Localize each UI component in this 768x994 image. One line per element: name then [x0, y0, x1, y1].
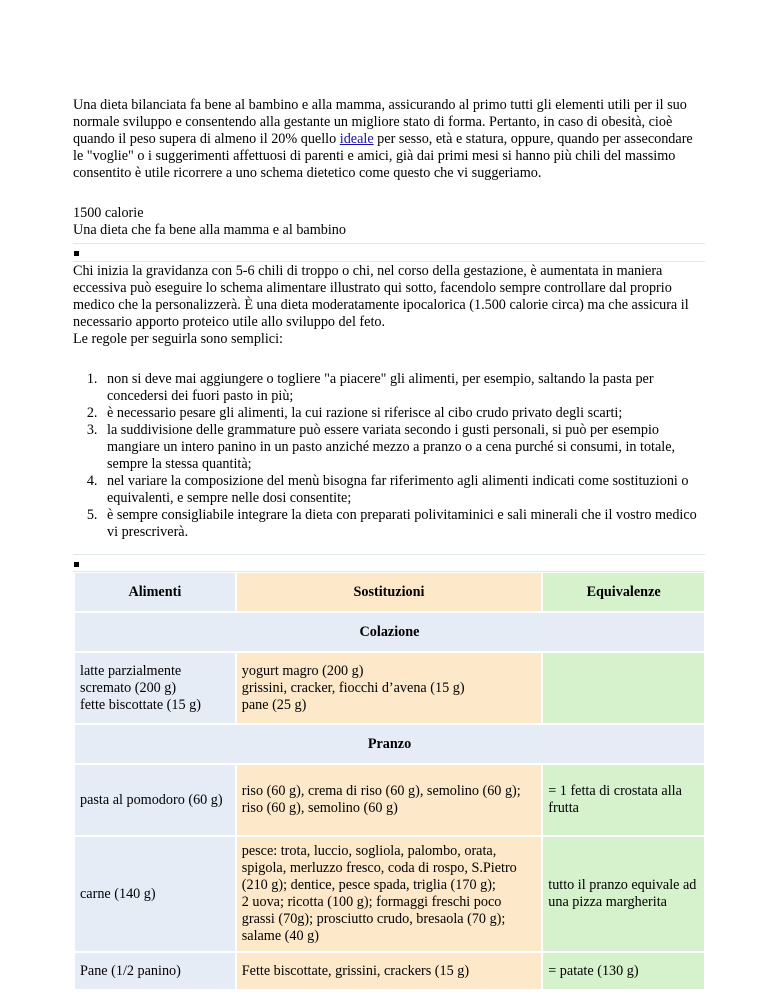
cell-line: yogurt magro (200 g)	[241, 662, 364, 679]
diet-subtitle: Una dieta che fa bene alla mamma e al bambino	[73, 222, 346, 238]
cell-alimenti: Pane (1/2 panino)	[75, 953, 235, 989]
table-header-row	[75, 573, 704, 611]
calories-label: 1500 calorie	[73, 205, 144, 221]
section-row-colazione	[75, 613, 704, 651]
cell-sostituzioni	[237, 653, 542, 723]
bullet-marker	[74, 251, 79, 256]
separator-line	[73, 554, 705, 555]
cell-line: pesce: trota, luccio, sogliola, palombo, orata, spigola, merluzzo fresco, coda di rospo, S.Pietro (210 g); dentice, pesce spada, triglia (170 g);	[241, 843, 517, 893]
separator-line	[73, 243, 705, 244]
table-row	[75, 765, 704, 835]
rules-intro: Le regole per seguirla sono semplici:	[73, 331, 283, 347]
table-row	[75, 953, 704, 989]
separator-line	[73, 261, 705, 262]
header-sostituzioni: Sostituzioni	[237, 573, 542, 611]
cell-line: grissini, cracker, fiocchi d’avena (15 g)	[241, 679, 465, 696]
rule-item: 1. non si deve mai aggiungere o togliere "a piacere" gli alimenti, per esempio, saltando la pasta per concedersi dei fuori pasto in più;	[101, 371, 703, 405]
section-row-pranzo	[75, 725, 704, 763]
table-row	[75, 653, 704, 723]
cell-equivalenze: tutto il pranzo equivale ad una pizza margherita	[543, 837, 704, 951]
rule-item: 3. la suddivisione delle grammature può essere variata secondo i gusti personali, si può per esempio mangiare un intero panino in un pasto anziché mezzo a pranzo o a cena purché si consumi, in totale, sempre la stessa quantità;	[101, 422, 703, 473]
section-title-pranzo: Pranzo	[75, 725, 704, 763]
cell-line: pane (25 g)	[241, 696, 307, 713]
header-alimenti: Alimenti	[75, 573, 235, 611]
cell-line: fette biscottate (15 g)	[80, 696, 201, 713]
rule-item: 4. nel variare la composizione del menù bisogna far riferimento agli alimenti indicati come sostituzioni o equivalenti, e sempre nelle dosi consentite;	[101, 473, 703, 507]
bullet-marker	[74, 562, 79, 567]
cell-equivalenze: = 1 fetta di crostata alla frutta	[543, 765, 704, 835]
ideale-link[interactable]: ideale	[339, 131, 374, 147]
description-paragraph	[73, 263, 713, 348]
cell-line: riso (60 g), semolino (60 g)	[241, 800, 398, 816]
cell-sostituzioni	[237, 765, 542, 835]
cell-equivalenze: = patate (130 g)	[543, 953, 704, 989]
header-equivalenze: Equivalenze	[543, 573, 704, 611]
rule-item: 5. è sempre consigliabile integrare la dieta con preparati polivitaminici e sali minerali che il vostro medico vi prescriverà.	[101, 507, 703, 541]
cell-line: 2 uova; ricotta (100 g); formaggi freschi poco grassi (70g); prosciutto crudo, bresaola (70 g); salame (40 g)	[241, 894, 506, 944]
table-row	[75, 837, 704, 951]
cell-equivalenze	[543, 653, 704, 723]
intro-text-before: Una dieta bilanciata fa bene al bambino e alla mamma, assicurando al primo tutti gli elementi utili per il suo normale sviluppo e consentendo alla gestante un migliore stato di forma. Pertanto, in caso di obesità, cioè quando il peso supera di almeno il 20% quello	[73, 97, 687, 147]
cell-line: latte parzialmente scremato (200 g)	[80, 662, 182, 696]
cell-alimenti: pasta al pomodoro (60 g)	[75, 765, 235, 835]
rules-list	[73, 371, 703, 541]
cell-sostituzioni	[237, 837, 542, 951]
diet-heading	[73, 205, 713, 239]
diet-table	[73, 571, 706, 991]
description-text: Chi inizia la gravidanza con 5-6 chili di troppo o chi, nel corso della gestazione, è aumentata in maniera eccessiva può eseguire lo schema alimentare illustrato qui sotto, facendolo sempre controllare dal proprio medico che la personalizzerà. È una dieta moderatamente ipocalorica (1.500 calorie circa) ma che assicura il necessario apporto proteico utile allo sviluppo del feto.	[73, 263, 689, 330]
section-title-colazione: Colazione	[75, 613, 704, 651]
cell-alimenti: carne (140 g)	[75, 837, 235, 951]
cell-line: riso (60 g), crema di riso (60 g), semolino (60 g);	[241, 783, 521, 799]
intro-text-after: per sesso, età e statura, oppure, quando per assecondare le "voglie" o i suggerimenti affettuosi di parenti e amici, già dai primi mesi si hanno più chili del massimo consentito è utile ricorrere a uno schema dietetico come questo che vi suggeriamo.	[73, 131, 693, 181]
intro-paragraph	[73, 97, 703, 182]
cell-alimenti	[75, 653, 235, 723]
cell-sostituzioni: Fette biscottate, grissini, crackers (15 g)	[237, 953, 542, 989]
rule-item: 2. è necessario pesare gli alimenti, la cui razione si riferisce al cibo crudo privato degli scarti;	[101, 405, 703, 422]
